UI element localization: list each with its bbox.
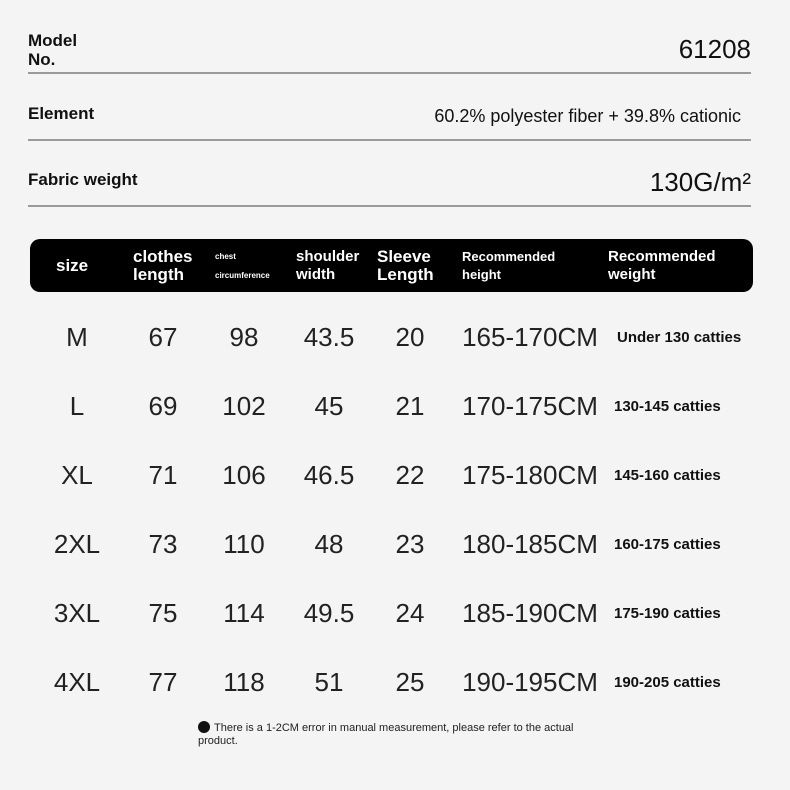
cell-recommended-weight: Under 130 catties	[617, 328, 742, 346]
header-text: height	[462, 266, 501, 282]
cell-sleeve-length: 24	[395, 597, 425, 628]
size-table-header	[30, 239, 753, 292]
header-text: Length	[377, 264, 434, 284]
table-row	[0, 455, 790, 495]
header-chest	[215, 239, 270, 292]
model-label-line2: No.	[28, 50, 56, 69]
header-text: shoulder	[296, 247, 360, 265]
table-row	[0, 662, 790, 702]
cell-shoulder-width: 45	[314, 390, 344, 421]
cell-clothes-length: 75	[148, 597, 178, 628]
cell-recommended-height: 180-185CM	[462, 528, 598, 559]
bullet-dot-icon	[198, 721, 210, 733]
cell-sleeve-length: 22	[395, 459, 425, 490]
cell-chest: 110	[223, 528, 265, 559]
cell-chest: 114	[223, 597, 265, 628]
cell-clothes-length: 69	[148, 390, 178, 421]
header-text: Recommended	[608, 247, 716, 265]
cell-recommended-height: 190-195CM	[462, 666, 598, 697]
cell-size: 2XL	[53, 528, 101, 559]
table-row	[0, 386, 790, 426]
header-text: length	[133, 264, 184, 284]
model-label	[28, 31, 77, 69]
header-text: Recommended	[462, 248, 556, 264]
fabric-weight-value: 130G/m²	[649, 167, 751, 197]
header-text: circumference	[215, 270, 270, 280]
divider	[28, 139, 751, 141]
header-recommended-weight	[608, 239, 716, 292]
cell-clothes-length: 67	[148, 321, 178, 352]
divider	[28, 205, 751, 207]
cell-clothes-length: 73	[148, 528, 178, 559]
cell-recommended-height: 185-190CM	[462, 597, 598, 628]
cell-recommended-height: 170-175CM	[462, 390, 598, 421]
header-text: Sleeve	[377, 246, 431, 266]
header-shoulder	[296, 239, 359, 292]
header-text: clothes	[133, 246, 193, 266]
cell-recommended-weight: 175-190 catties	[614, 604, 721, 622]
model-value: 61208	[678, 34, 751, 64]
header-size-label: size	[56, 255, 89, 275]
cell-chest: 102	[222, 390, 266, 421]
cell-shoulder-width: 49.5	[303, 597, 355, 628]
cell-recommended-weight: 160-175 catties	[614, 535, 721, 553]
cell-sleeve-length: 25	[395, 666, 425, 697]
cell-chest: 118	[223, 666, 265, 697]
cell-recommended-height: 175-180CM	[462, 459, 598, 490]
cell-shoulder-width: 43.5	[303, 321, 355, 352]
cell-sleeve-length: 20	[395, 321, 425, 352]
cell-size: XL	[61, 459, 93, 490]
cell-size: L	[69, 390, 85, 421]
measurement-footnote	[198, 721, 598, 748]
cell-shoulder-width: 51	[314, 666, 344, 697]
cell-clothes-length: 77	[148, 666, 178, 697]
cell-size: 3XL	[53, 597, 101, 628]
header-text: weight	[608, 265, 656, 283]
table-row	[0, 317, 790, 357]
header-sleeve	[377, 239, 434, 292]
model-label-line1: Model	[28, 31, 78, 50]
cell-sleeve-length: 21	[395, 390, 425, 421]
cell-recommended-weight: 130-145 catties	[614, 397, 721, 415]
cell-chest: 106	[222, 459, 266, 490]
table-row	[0, 593, 790, 633]
cell-clothes-length: 71	[148, 459, 178, 490]
header-size	[56, 239, 88, 292]
fabric-weight-label: Fabric weight	[28, 170, 138, 189]
spec-model-row	[28, 30, 751, 72]
cell-recommended-height: 165-170CM	[462, 321, 598, 352]
cell-shoulder-width: 46.5	[303, 459, 355, 490]
header-text: width	[296, 265, 336, 283]
header-clothes-length	[133, 239, 193, 292]
table-row	[0, 524, 790, 564]
divider	[28, 72, 751, 74]
spec-fabric-weight-row	[28, 165, 751, 201]
cell-size: 4XL	[53, 666, 101, 697]
cell-chest: 98	[229, 321, 259, 352]
footnote-text: There is a 1-2CM error in manual measurement, please refer to the actual product.	[198, 722, 574, 747]
cell-recommended-weight: 145-160 catties	[614, 466, 721, 484]
element-value: 60.2% polyester fiber + 39.8% cationic	[434, 106, 741, 126]
spec-element-row	[28, 100, 751, 132]
cell-recommended-weight: 190-205 catties	[614, 673, 721, 691]
cell-shoulder-width: 48	[314, 528, 344, 559]
cell-sleeve-length: 23	[395, 528, 425, 559]
element-label: Element	[28, 104, 95, 123]
header-recommended-height	[462, 239, 555, 292]
header-text: chest	[215, 251, 236, 261]
cell-size: M	[66, 321, 88, 352]
